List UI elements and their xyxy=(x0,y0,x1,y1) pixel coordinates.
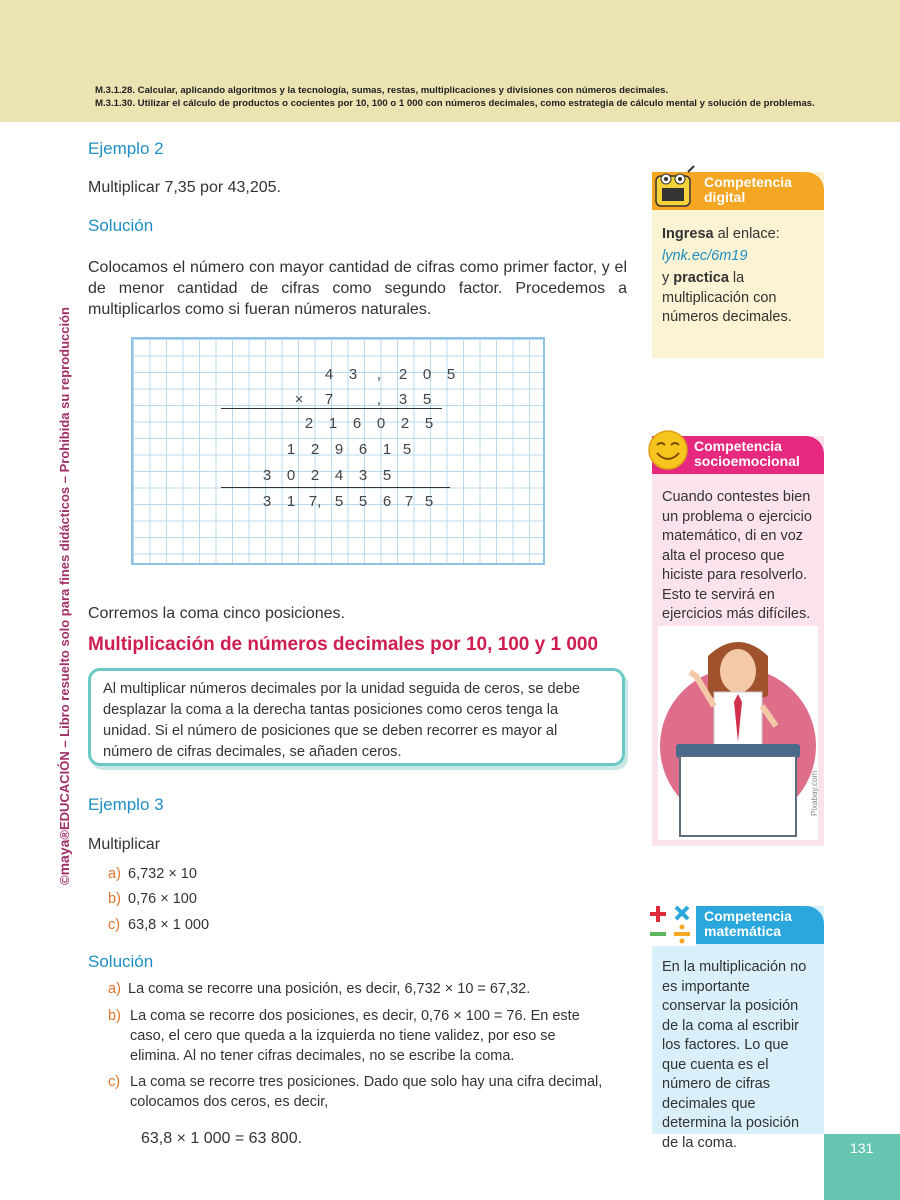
grid-digit: 0 xyxy=(286,467,296,484)
grid-digit: 4 xyxy=(334,467,344,484)
grid-digit: 7 xyxy=(324,391,334,408)
list-item: c) 63,8 × 1 000 xyxy=(108,917,210,933)
grid-digit: 6 xyxy=(358,441,368,458)
grid-digit: 5 xyxy=(334,493,344,510)
card-socio-body: Cuando contestes bien un problema o ejercicio matemático, di en voz alta el proceso que hiciste para resolverlo. Esto te servirá en ejercicios más difíciles. xyxy=(662,489,812,622)
card-math-header: Competencia matemática xyxy=(652,906,824,944)
copyright-vertical: ©maya®EDUCACIÓN – Libro resuelto solo para fines didácticos – Prohibida su reproducción xyxy=(56,307,72,885)
grid-digit: 3 xyxy=(348,366,358,383)
grid-digit: 5 xyxy=(424,493,434,510)
smiley-icon xyxy=(646,428,690,472)
example2-statement: Multiplicar 7,35 por 43,205. xyxy=(88,179,281,196)
card-math-body: En la multiplicación no es importante conservar la posición de la coma al escribir los factores. Lo que que cuenta es el número de cifras decimales que determina la posición de la coma. xyxy=(662,959,807,1151)
grid-digit: 1 xyxy=(286,493,296,510)
grid-digit: 3 xyxy=(262,493,272,510)
image-credit: Pixabay.com xyxy=(810,770,819,816)
grid-digit: 2 xyxy=(310,467,320,484)
example3-title: Ejemplo 3 xyxy=(88,795,164,814)
rule-box xyxy=(88,668,625,766)
grid-digit: 7 xyxy=(404,493,414,510)
card-digital-body: Ingresa al enlace: lynk.ec/6m19 y practica la multiplicación con números decimales. xyxy=(652,219,824,334)
grid-digit: 5 xyxy=(422,391,432,408)
example3-solution-title: Solución xyxy=(88,952,154,971)
grid-digit: 5 xyxy=(402,441,412,458)
page-number: 131 xyxy=(824,1134,900,1200)
grid-digit: , xyxy=(376,391,382,408)
grid-digit: 2 xyxy=(400,415,410,432)
robot-icon xyxy=(650,164,700,212)
example2-solution-text: Colocamos el número con mayor cantidad de cifras como primer factor, y el de menor cantidad de cifras como segundo factor. Procedemos a multiplicarlos como si fueran números naturales. xyxy=(88,259,627,318)
example3-final: 63,8 × 1 000 = 63 800. xyxy=(141,1130,303,1147)
list-item: b) 0,76 × 100 xyxy=(108,891,197,907)
section-title: Multiplicación de números decimales por 10, 100 y 1 000 xyxy=(88,634,599,655)
example2-title: Ejemplo 2 xyxy=(88,139,164,158)
grid-digit: 5 xyxy=(382,467,392,484)
solution-item: b) La coma se recorre dos posiciones, es decir, 0,76 × 100 = 76. En este caso, el cero que queda a la izquierda no tiene validez, por eso se elimina. Al no tener cifras decimales, no se escribe la coma. xyxy=(108,1008,580,1064)
card-socio xyxy=(652,436,824,846)
list-item: a) 6,732 × 10 xyxy=(108,866,197,882)
grid-digit: 3 xyxy=(358,467,368,484)
example3-statement: Multiplicar xyxy=(88,836,161,853)
skill-line-1: M.3.1.28. Calcular, aplicando algoritmos y la tecnología, sumas, restas, multiplicaciones y divisiones con números decimales. xyxy=(95,85,669,96)
grid-digit: , xyxy=(376,366,382,383)
grid-digit: 5 xyxy=(446,366,456,383)
grid-rule-1 xyxy=(221,408,442,409)
grid-digit: 1 xyxy=(328,415,338,432)
grid-rule-2 xyxy=(221,487,450,488)
grid-digit: 6 xyxy=(382,493,392,510)
card-digital-header: Competencia digital xyxy=(652,172,824,210)
skills-header xyxy=(95,84,885,110)
grid-digit: 2 xyxy=(310,441,320,458)
grid-digit: 0 xyxy=(376,415,386,432)
card-digital xyxy=(652,172,824,358)
grid-digit: 2 xyxy=(304,415,314,432)
grid-digit: 5 xyxy=(358,493,368,510)
grid-digit: × xyxy=(294,391,304,408)
example2-solution-title: Solución xyxy=(88,216,154,235)
grid-digit: 3 xyxy=(262,467,272,484)
rule-text: Al multiplicar números decimales por la unidad seguida de ceros, se debe desplazar la coma a la derecha tantas posiciones como ceros tenga la unidad. Si el número de posiciones que se deben recorrer es mayor al número de cifras decimales, se añaden ceros. xyxy=(103,681,580,760)
grid-digit: 1 xyxy=(286,441,296,458)
link[interactable]: lynk.ec/6m19 xyxy=(662,247,748,264)
grid-digit: 3 xyxy=(398,391,408,408)
example2-conclusion: Corremos la coma cinco posiciones. xyxy=(88,605,345,622)
card-math xyxy=(652,906,824,1151)
grid-digit: 6 xyxy=(352,415,362,432)
grid-digit: 7, xyxy=(308,493,322,510)
grid-digit: 4 xyxy=(324,366,334,383)
grid-digit: 5 xyxy=(424,415,434,432)
grid-digit: 0 xyxy=(422,366,432,383)
math-operations-icon xyxy=(648,902,696,946)
grid-digit: 2 xyxy=(398,366,408,383)
grid-digit: 1 xyxy=(382,441,392,458)
card-socio-header: Competencia socioemocional xyxy=(652,436,824,474)
skill-line-2: M.3.1.30. Utilizar el cálculo de productos o cocientes por 10, 100 o 1 000 con números decimales, como estrategia de cálculo mental y solución de problemas. xyxy=(95,98,815,109)
brand-logo-text: maya xyxy=(56,839,72,876)
solution-item: a) La coma se recorre una posición, es decir, 6,732 × 10 = 67,32. xyxy=(108,981,531,997)
solution-item: c) La coma se recorre tres posiciones. Dado que solo hay una cifra decimal, colocamos dos ceros, es decir, xyxy=(108,1074,603,1110)
teacher-illustration xyxy=(658,626,818,840)
grid-digit: 9 xyxy=(334,441,344,458)
